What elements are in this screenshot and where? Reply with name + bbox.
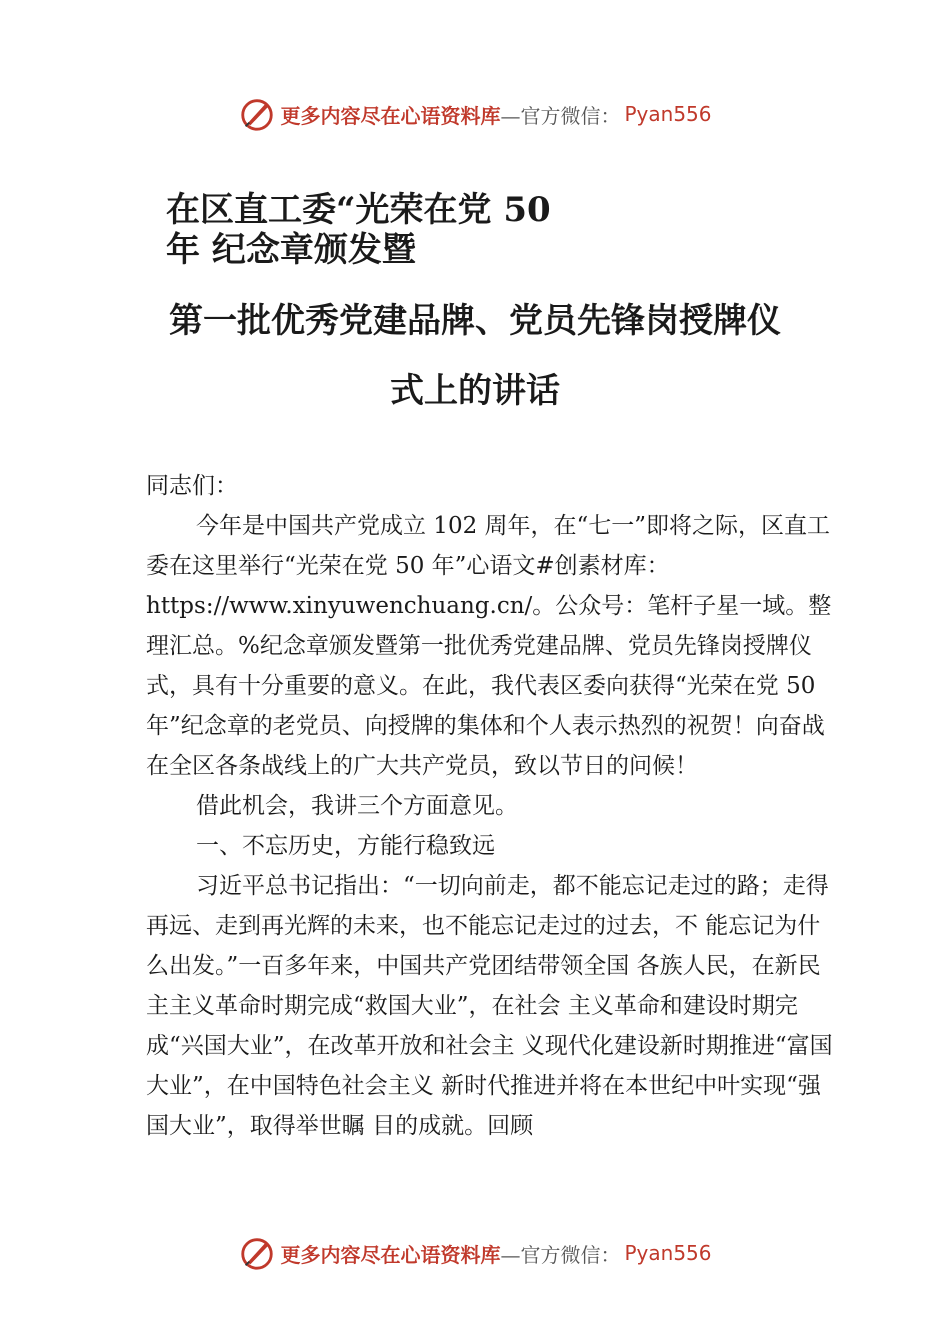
paragraph: 今年是中国共产党成立 102 周年，在“七一”即将之际，区直工委在这里举行“光荣在党 50 年”心语文#创素材库：https://www.xinyuwenchuang.cn/。公众号：笔杆子星一域。整理汇总。%纪念章颁发暨第一批优秀党建品牌、党员先锋岗授牌仪式，具有十分重要的意义。在此，我代表区委向获得“光荣在党 50 年”纪念章的老党员、向授牌的集体和个人表示热烈的祝贺！向奋战在全区各条战线上的广大共产党员，致以节日的问候！ [146,513,832,779]
document-title-line2: 第一批优秀党建品牌、党员先锋岗授牌仪 [169,301,781,341]
document-title-continued [0,292,950,420]
header-banner [0,94,950,134]
banner-text-primary: 更多内容尽在心语资料库 [280,103,501,128]
quill-logo-icon [238,1234,276,1272]
banner-wechat-id: Pyan556 [624,1241,712,1265]
document-title-line3: 式上的讲话 [390,371,560,411]
salutation: 同志们： [146,473,238,499]
document-body [146,466,836,1146]
banner-text-primary: 更多内容尽在心语资料库 [280,1242,501,1267]
banner-wechat-id: Pyan556 [624,102,712,126]
paragraph: 习近平总书记指出：“一切向前走，都不能忘记走过的路；走得再远、走到再光辉的未来，也不能忘记走过的过去，不 能忘记为什么出发。”一百多年来，中国共产党团结带领全国 各族人民，在新民主主义革命时期完成“救国大业”，在社会 主义革命和建设时期完成“兴国大业”，在改革开放和社会主 义现代化建设新时期推进“富国大业”，在中国特色社会主义 新时代推进并将在本世纪中叶实现“强国大业”，取得举世瞩 目的成就。回顾 [146,873,833,1139]
section-heading: 一、不忘历史，方能行稳致远 [196,833,495,859]
banner-text-secondary: —官方微信： [500,1242,621,1267]
banner-text-secondary: —官方微信： [500,103,621,128]
quill-logo-icon [238,95,276,133]
paragraph: 借此机会，我讲三个方面意见。 [196,793,518,819]
document-title-line1: 在区直工委“光荣在党 50 年 纪念章颁发暨 [166,190,551,270]
footer-banner [0,1233,950,1273]
